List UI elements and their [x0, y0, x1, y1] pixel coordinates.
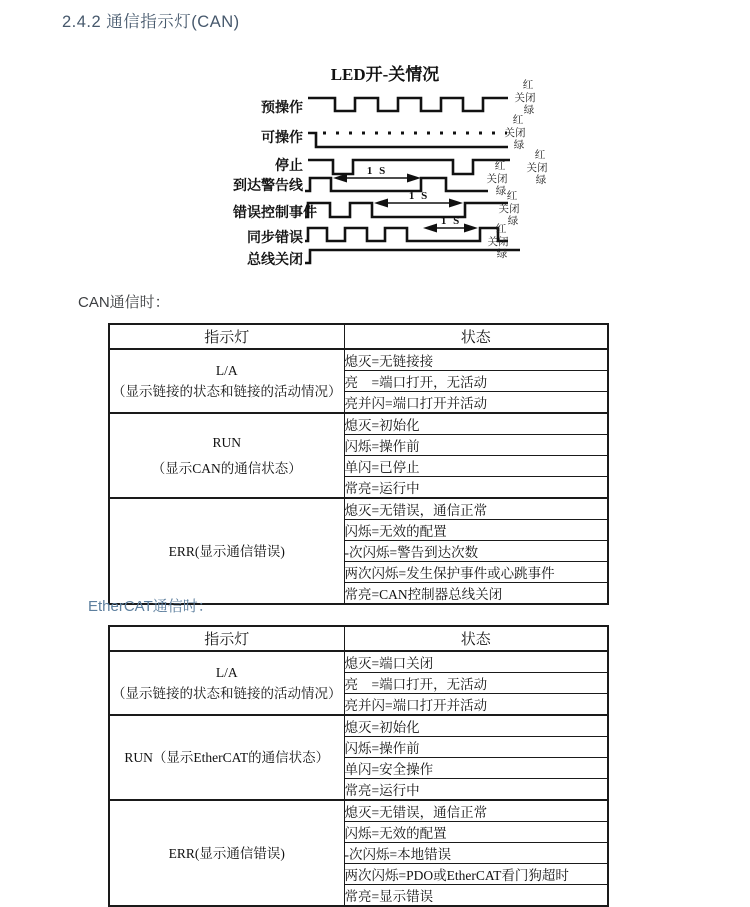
indicator-label: ERR(显示通信错误) [168, 543, 285, 559]
state-cell: 熄灭=无错误，通信正常 [344, 800, 608, 822]
state-cell: 熄灭=初始化 [344, 715, 608, 737]
state-cell: 熄灭=无错误，通信正常 [344, 498, 608, 520]
waveform-label: 同步错误 [247, 231, 303, 246]
state-cell: 常亮=显示错误 [344, 885, 608, 907]
indicator-label: （显示CAN的通信状态） [151, 461, 302, 477]
section-heading: 2.4.2 通信指示灯(CAN) [62, 13, 240, 31]
ethercat-table [108, 625, 607, 907]
ethercat-section-label: EtherCAT通信时： [88, 598, 213, 615]
state-cell: 亮 =端口打开，无活动 [344, 371, 608, 392]
interval-label-2: 1 S [408, 190, 430, 202]
led-legend-stack [497, 115, 533, 153]
column-header: 指示灯 [109, 324, 344, 349]
waveform-label: 总线关闭 [247, 253, 303, 268]
legend-red-label: 红 [512, 115, 524, 126]
state-cell: 单闪=已停止 [344, 456, 608, 477]
legend-red-label: 红 [495, 224, 507, 235]
trace-warning-limit [305, 178, 488, 191]
state-cell: 两次闪烁=PDO或EtherCAT看门狗超时 [344, 864, 608, 885]
diagram-title: LED开-关情况 [330, 65, 440, 84]
indicator-cell [109, 498, 344, 604]
waveform-label: 到达警告线 [233, 179, 303, 194]
state-cell: 两次闪烁=发生保护事件或心跳事件 [344, 562, 608, 583]
trace-sync-error [305, 228, 508, 241]
led-legend-stack [507, 80, 543, 118]
legend-green-label: 绿 [496, 249, 508, 260]
waveform-label: 可操作 [261, 131, 303, 146]
led-legend-stack [480, 224, 516, 262]
led-legend-stack [519, 150, 555, 188]
legend-red-label: 红 [494, 161, 506, 172]
state-cell: 常亮=运行中 [344, 779, 608, 801]
indicator-label: （显示链接的状态和链接的活动情况） [112, 685, 342, 701]
waveform-label: 预操作 [261, 101, 303, 116]
legend-green-label: 绿 [523, 105, 535, 116]
state-cell: 闪烁=无效的配置 [344, 520, 608, 541]
indicator-label: （显示链接的状态和链接的活动情况） [112, 383, 342, 399]
column-header: 状态 [344, 324, 608, 349]
led-legend-stack [491, 191, 527, 229]
legend-off-label: 关闭 [498, 203, 520, 215]
indicator-cell [109, 349, 344, 413]
interval-label-3: 1 S [440, 215, 462, 227]
state-cell: 亮 =端口打开，无活动 [344, 673, 608, 694]
legend-off-label: 关闭 [526, 162, 548, 174]
state-cell: 闪烁=操作前 [344, 737, 608, 758]
indicator-label: L/A [215, 665, 238, 681]
state-cell: 熄灭=初始化 [344, 413, 608, 435]
state-cell: -次闪烁=警告到达次数 [344, 541, 608, 562]
state-cell: 熄灭=无链接接 [344, 349, 608, 371]
trace-error-control-event [305, 203, 508, 217]
legend-green-label: 绿 [495, 186, 507, 197]
column-header: 状态 [344, 626, 608, 651]
state-cell: 亮并闪=端口打开并活动 [344, 694, 608, 716]
state-cell: 常亮=运行中 [344, 477, 608, 499]
legend-green-label: 绿 [535, 175, 547, 186]
legend-off-label: 关闭 [504, 127, 526, 139]
waveform-label: 错误控制事件 [233, 206, 317, 221]
state-cell: 单闪=安全操作 [344, 758, 608, 779]
can-section-label: CAN通信时： [78, 294, 170, 311]
legend-green-label: 绿 [513, 140, 525, 151]
legend-red-label: 红 [506, 191, 518, 202]
state-cell: -次闪烁=本地错误 [344, 843, 608, 864]
indicator-cell [109, 715, 344, 800]
trace-operational [308, 133, 508, 147]
legend-red-label: 红 [534, 150, 546, 161]
indicator-label: RUN（显示EtherCAT的通信状态） [124, 750, 330, 765]
state-cell: 亮并闪=端口打开并活动 [344, 392, 608, 414]
led-diagram [233, 58, 548, 276]
state-cell: 闪烁=无效的配置 [344, 822, 608, 843]
state-cell: 常亮=CAN控制器总线关闭 [344, 583, 608, 605]
indicator-cell [109, 413, 344, 498]
legend-off-label: 关闭 [514, 92, 536, 104]
legend-off-label: 关闭 [486, 173, 508, 185]
state-cell: 闪烁=操作前 [344, 435, 608, 456]
indicator-label: ERR(显示通信错误) [168, 845, 285, 861]
legend-red-label: 红 [522, 80, 534, 91]
legend-off-label: 关闭 [487, 236, 509, 248]
indicator-cell [109, 651, 344, 715]
column-header: 指示灯 [109, 626, 344, 651]
interval-label-1: 1 S [366, 165, 388, 177]
indicator-label: L/A [215, 363, 238, 379]
waveform-label: 停止 [275, 159, 303, 174]
can-table [108, 323, 607, 605]
indicator-cell [109, 800, 344, 906]
legend-green-label: 绿 [507, 216, 519, 227]
indicator-label: RUN [212, 434, 241, 450]
state-cell: 熄灭=端口关闭 [344, 651, 608, 673]
trace-preoperational [308, 98, 508, 111]
